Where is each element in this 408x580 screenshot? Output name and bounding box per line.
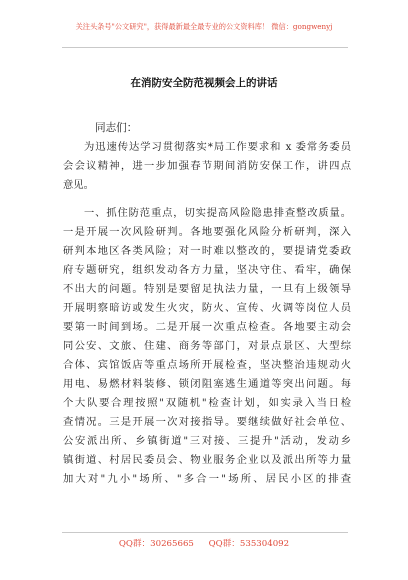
body-line: 加大对"九小"场所、"多合一"场所、居民小区的排查 [63, 473, 351, 485]
footer-divider [62, 532, 348, 533]
salutation: 同志们： [95, 122, 138, 134]
header-banner: 关注头条号"公文研究"，获得最新最全最专业的公文资料库！ 微信：gongwenyj [75, 22, 333, 31]
footer-contacts [0, 537, 408, 549]
footer-qq-group-1: QQ群：30265665 [118, 539, 194, 549]
body-line: 查情况。三是开展一次对接指导。要继续做好社会单位、 [63, 416, 351, 428]
document-title: 在消防安全防范视频会上的讲话 [130, 77, 278, 89]
body-line: 意见。 [63, 179, 94, 191]
body-line: 一、抓住防范重点，切实提高风险隐患排查整改质量。 [84, 207, 351, 219]
body-line: 同公安、文旅、住建、商务等部门，对景点景区、大型综 [63, 340, 351, 352]
body-line: 开展明察暗访或发生火灾，防火、宣传、火调等岗位人员 [63, 302, 351, 314]
footer-qq-group-2: QQ群：535304092 [208, 539, 290, 549]
body-line: 镇街道、村居民委员会、物业服务企业以及派出所等力量 [63, 454, 351, 466]
header-divider [62, 47, 348, 48]
body-line: 公安派出所、乡镇街道"三对接、三提升"活动，发动乡 [63, 435, 351, 447]
body-line: 要第一时间到场。二是开展一次重点检查。各地要主动会 [63, 321, 351, 333]
body-line: 个大队要合理按照"双随机"检查计划，如实录入当日检 [63, 397, 351, 409]
body-line: 不出大的问题。特别是要留足执法力量，一旦有上级领导 [63, 283, 351, 295]
body-line: 会会议精神，进一步加强春节期间消防安保工作，讲四点 [63, 160, 351, 172]
body-line: 合体、宾馆饭店等重点场所开展检查，坚决整治违规动火 [63, 359, 351, 371]
body-line: 为迅速传达学习贯彻落实*局工作要求和 x 委常务委员 [84, 141, 351, 153]
body-line: 一是开展一次风险研判。各地要强化风险分析研判，深入 [63, 226, 351, 238]
body-line: 用电、易燃材料装修、锁闭阻塞逃生通道等突出问题。每 [63, 378, 351, 390]
body-line: 府专题研究，组织发动各方力量，坚决守住、看牢，确保 [63, 264, 351, 276]
body-line: 研判本地区各类风险；对一时难以整改的，要提请党委政 [63, 245, 351, 257]
